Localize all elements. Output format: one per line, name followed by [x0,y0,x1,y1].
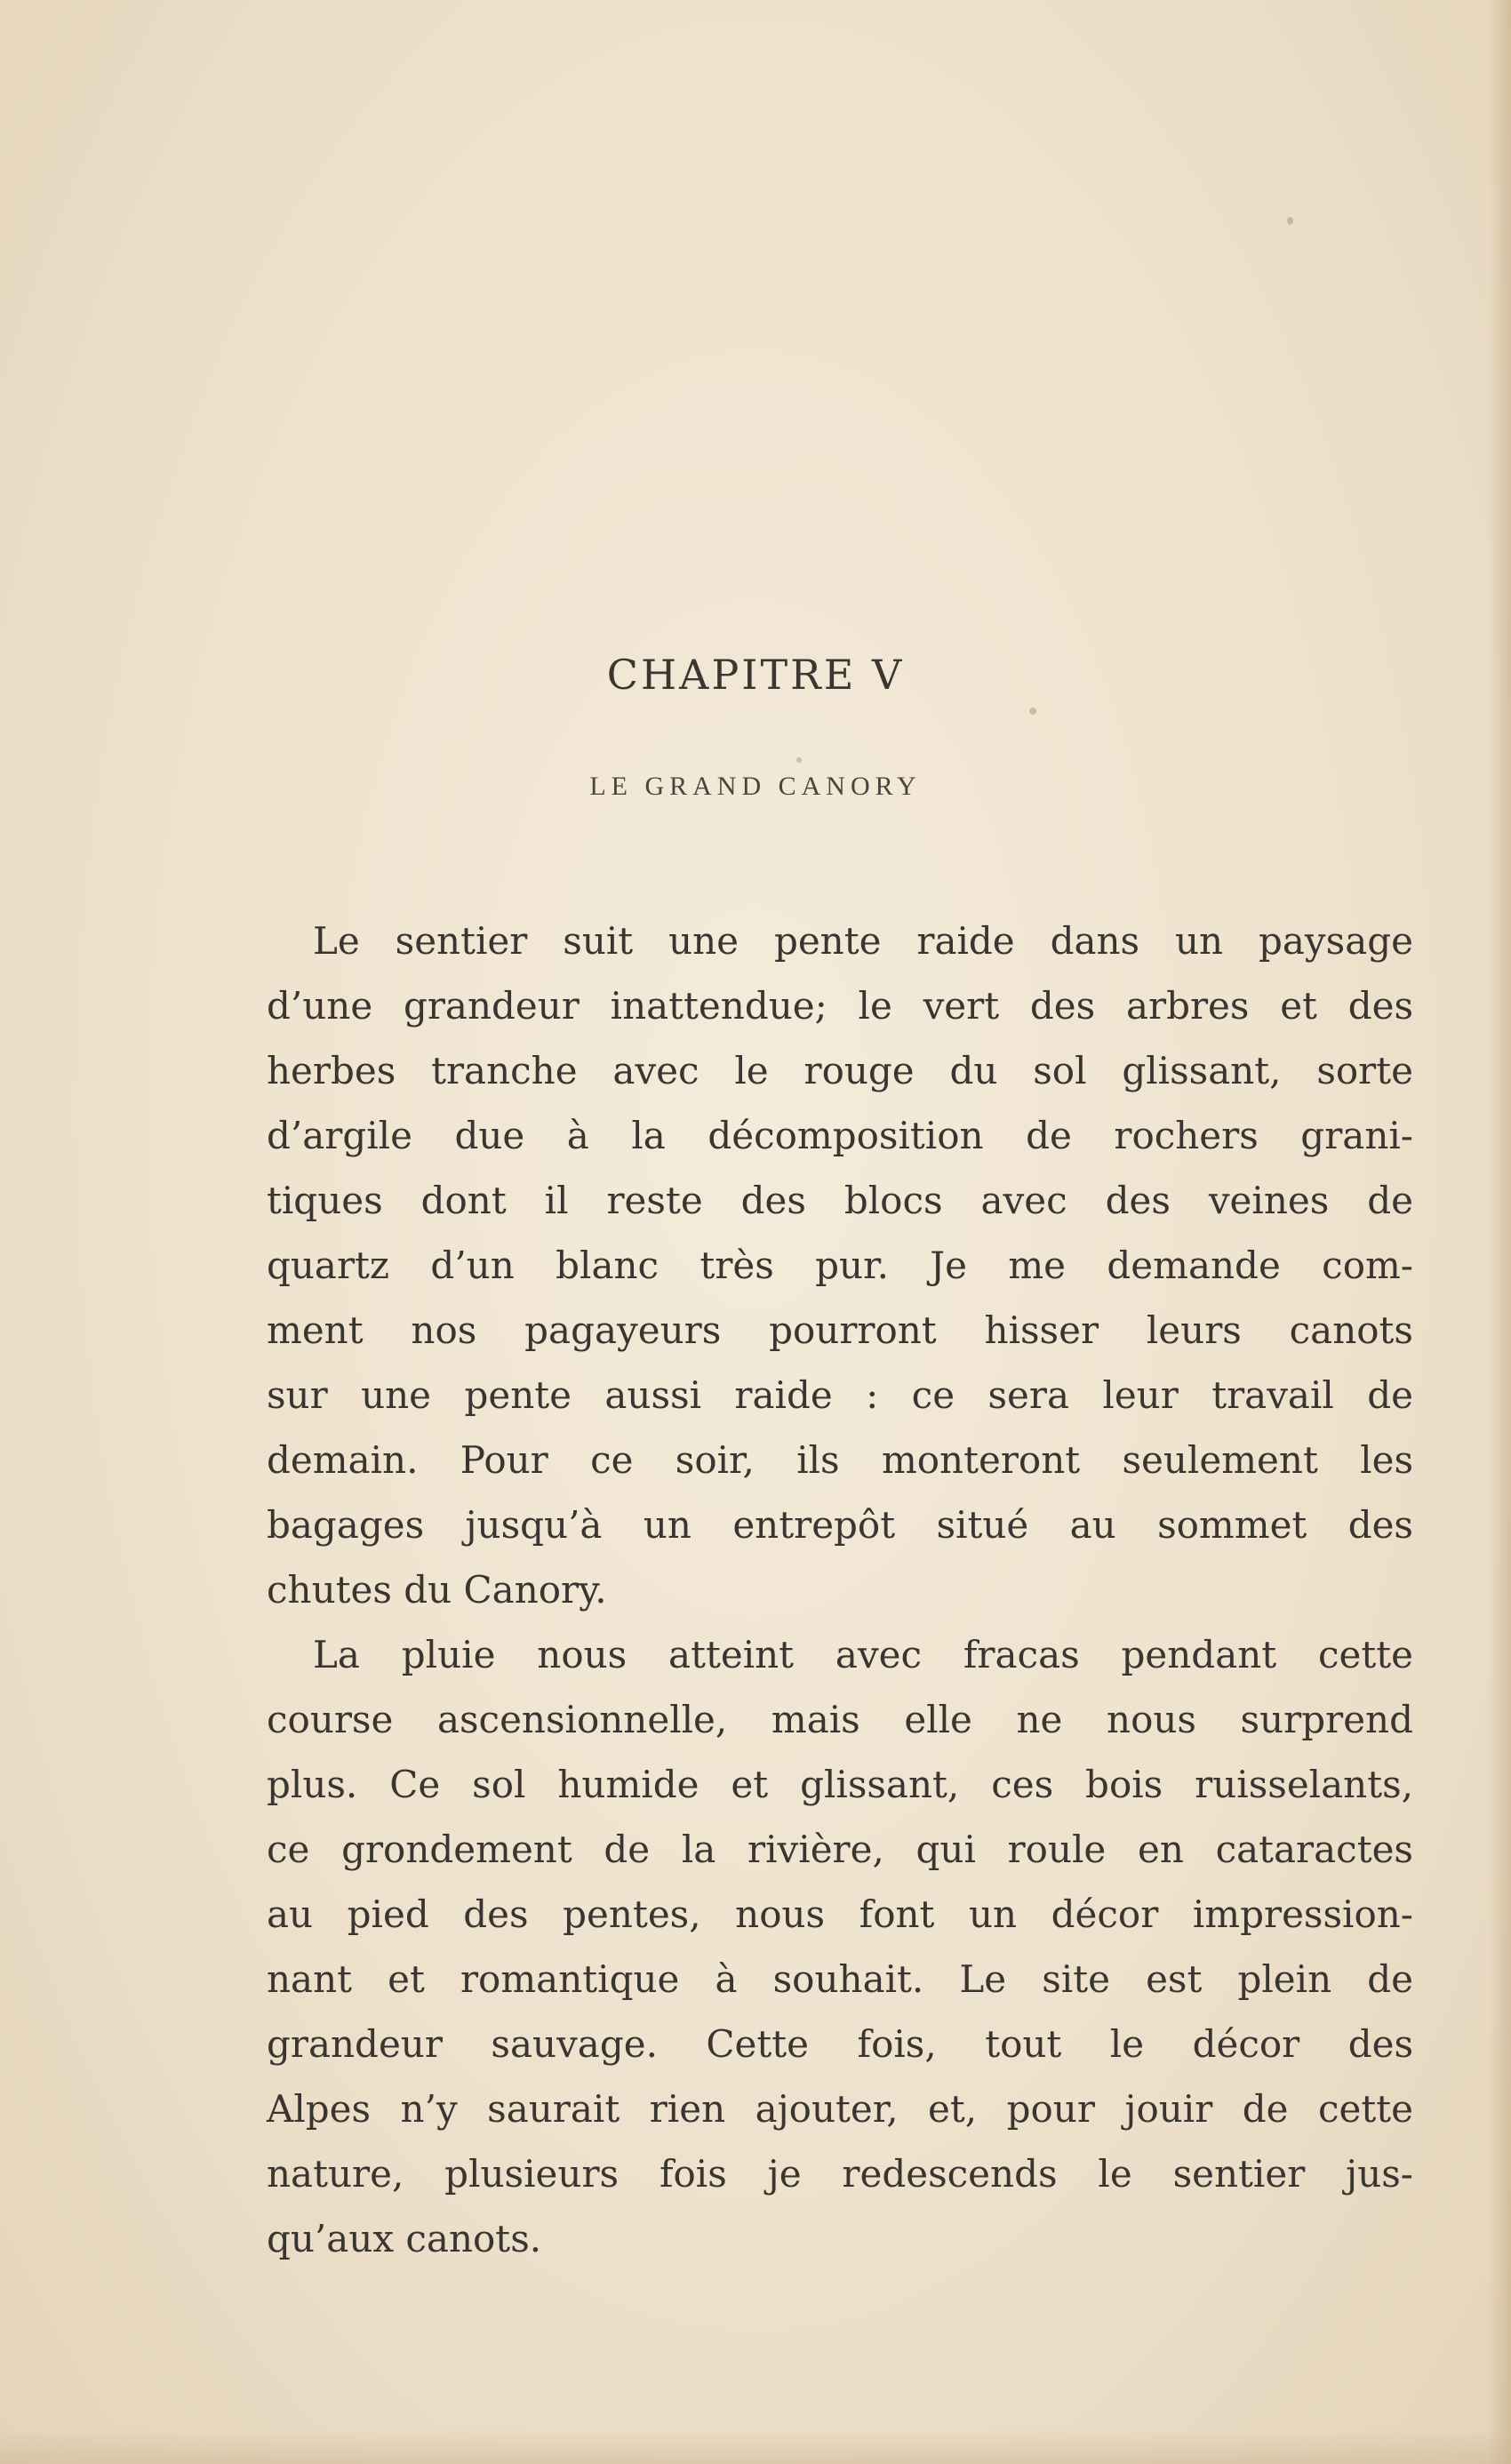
chapter-title: CHAPITRE V [606,651,905,699]
text-line: sur une pente aussi raide : ce sera leur travail de [267,1373,1413,1417]
text-line: grandeur sauvage. Cette fois, tout le décor des [267,2022,1413,2066]
text-line: tiques dont il reste des blocs avec des veines de [267,1179,1413,1222]
paragraph [267,1622,1413,2271]
text-line: quartz d’un blanc très pur. Je me demande com- [267,1244,1413,1287]
text-line: Alpes n’y saurait rien ajouter, et, pour jouir de cette [267,2087,1413,2131]
page-edge-shadow [1488,0,1511,2464]
text-line: bagages jusqu’à un entrepôt situé au sommet des [267,1503,1413,1547]
paper-speck [1287,217,1293,225]
text-line: course ascensionnelle, mais elle ne nous surprend [267,1698,1413,1741]
text-line: d’une grandeur inattendue; le vert des arbres et des [267,984,1413,1028]
body-text [267,908,1413,2271]
text-line: Le sentier suit une pente raide dans un paysage [313,919,1413,963]
text-line: La pluie nous atteint avec fracas pendant cette [313,1633,1413,1676]
paragraph [267,908,1413,1622]
text-line: nature, plusieurs fois je redescends le sentier jus- [267,2152,1413,2196]
text-line: chutes du Canory. [267,1568,607,1612]
text-line: demain. Pour ce soir, ils monteront seulement les [267,1438,1413,1482]
text-line: ce grondement de la rivière, qui roule en cataractes [267,1828,1413,1871]
text-line: plus. Ce sol humide et glissant, ces bois ruisselants, [267,1763,1413,1806]
page-bottom-shadow [0,2428,1511,2464]
text-line: au pied des pentes, nous font un décor impression- [267,1892,1413,1936]
paper-speck [796,757,802,763]
text-line: ment nos pagayeurs pourront hisser leurs canots [267,1308,1413,1352]
text-line: d’argile due à la décomposition de rochers grani- [267,1114,1413,1157]
text-line: nant et romantique à souhait. Le site est plein de [267,1957,1413,2001]
paper-speck [1029,708,1036,715]
text-line: herbes tranche avec le rouge du sol glissant, sorte [267,1049,1413,1092]
chapter-subtitle: LE GRAND CANORY [589,772,922,801]
text-line: qu’aux canots. [267,2217,542,2260]
